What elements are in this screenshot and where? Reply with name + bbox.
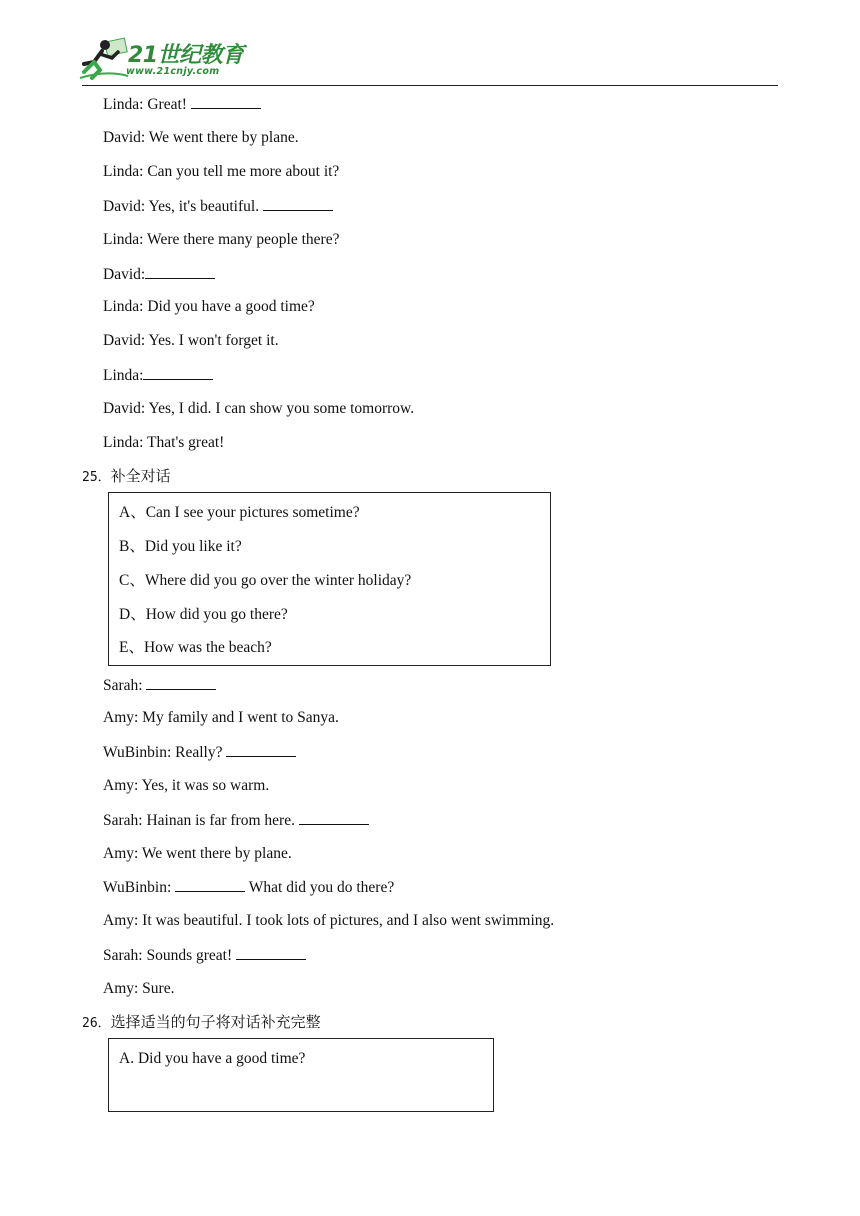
option-a: A. Did you have a good time? xyxy=(119,1050,306,1067)
dialogue-line: Linda: Did you have a good time? xyxy=(103,298,315,315)
option-c: C、Where did you go over the winter holiday? xyxy=(119,572,412,589)
dialogue-line: Amy: Sure. xyxy=(103,980,175,997)
option-e: E、How was the beach? xyxy=(119,639,272,656)
dialogue-line: Amy: It was beautiful. I took lots of pictures, and I also went swimming. xyxy=(103,912,555,929)
question-25-heading xyxy=(82,466,171,488)
question-title: 补全对话 xyxy=(110,467,171,485)
dialogue-line: David: Yes, I did. I can show you some tomorrow. xyxy=(103,400,415,417)
option-b: B、Did you like it? xyxy=(119,538,242,555)
answer-blank[interactable] xyxy=(175,877,245,892)
dialogue-line: Sarah: xyxy=(103,675,216,696)
site-logo xyxy=(78,36,248,82)
question-26-heading xyxy=(82,1012,321,1034)
answer-blank[interactable] xyxy=(145,264,215,279)
options-box xyxy=(108,1038,494,1112)
dialogue-line: Amy: Yes, it was so warm. xyxy=(103,777,270,794)
logo-url-text: www.21cnjy.com xyxy=(126,66,220,77)
question-number: 26． xyxy=(82,1016,111,1031)
answer-blank[interactable] xyxy=(299,810,369,825)
dialogue-line: Linda: Were there many people there? xyxy=(103,231,340,248)
answer-blank[interactable] xyxy=(226,742,296,757)
dialogue-line: Linda: That's great! xyxy=(103,434,225,451)
dialogue-line: Linda: xyxy=(103,365,213,386)
answer-blank[interactable] xyxy=(146,675,216,690)
answer-blank[interactable] xyxy=(236,945,306,960)
header-divider xyxy=(82,85,778,86)
answer-blank[interactable] xyxy=(263,196,333,211)
dialogue-line: Linda: Great! xyxy=(103,94,261,115)
option-a: A、Can I see your pictures sometime? xyxy=(119,504,360,521)
dialogue-line: David: Yes, it's beautiful. xyxy=(103,196,333,217)
option-d: D、How did you go there? xyxy=(119,606,288,623)
dialogue-line: Linda: Can you tell me more about it? xyxy=(103,163,340,180)
dialogue-line: David: xyxy=(103,264,215,285)
answer-blank[interactable] xyxy=(143,365,213,380)
dialogue-line: WuBinbin: What did you do there? xyxy=(103,879,395,896)
question-title: 选择适当的句子将对话补充完整 xyxy=(110,1013,321,1031)
dialogue-line: David: We went there by plane. xyxy=(103,129,299,146)
page-header xyxy=(0,0,860,90)
dialogue-line: David: Yes. I won't forget it. xyxy=(103,332,279,349)
logo-brand-text: 21世纪教育 xyxy=(128,43,244,68)
dialogue-line: Amy: We went there by plane. xyxy=(103,845,292,862)
question-number: 25． xyxy=(82,470,111,485)
dialogue-line: Amy: My family and I went to Sanya. xyxy=(103,709,339,726)
dialogue-line: Sarah: Sounds great! xyxy=(103,945,306,966)
answer-blank[interactable] xyxy=(191,94,261,109)
dialogue-line: WuBinbin: Really? xyxy=(103,742,296,763)
dialogue-line: Sarah: Hainan is far from here. xyxy=(103,810,369,831)
options-box xyxy=(108,492,551,666)
